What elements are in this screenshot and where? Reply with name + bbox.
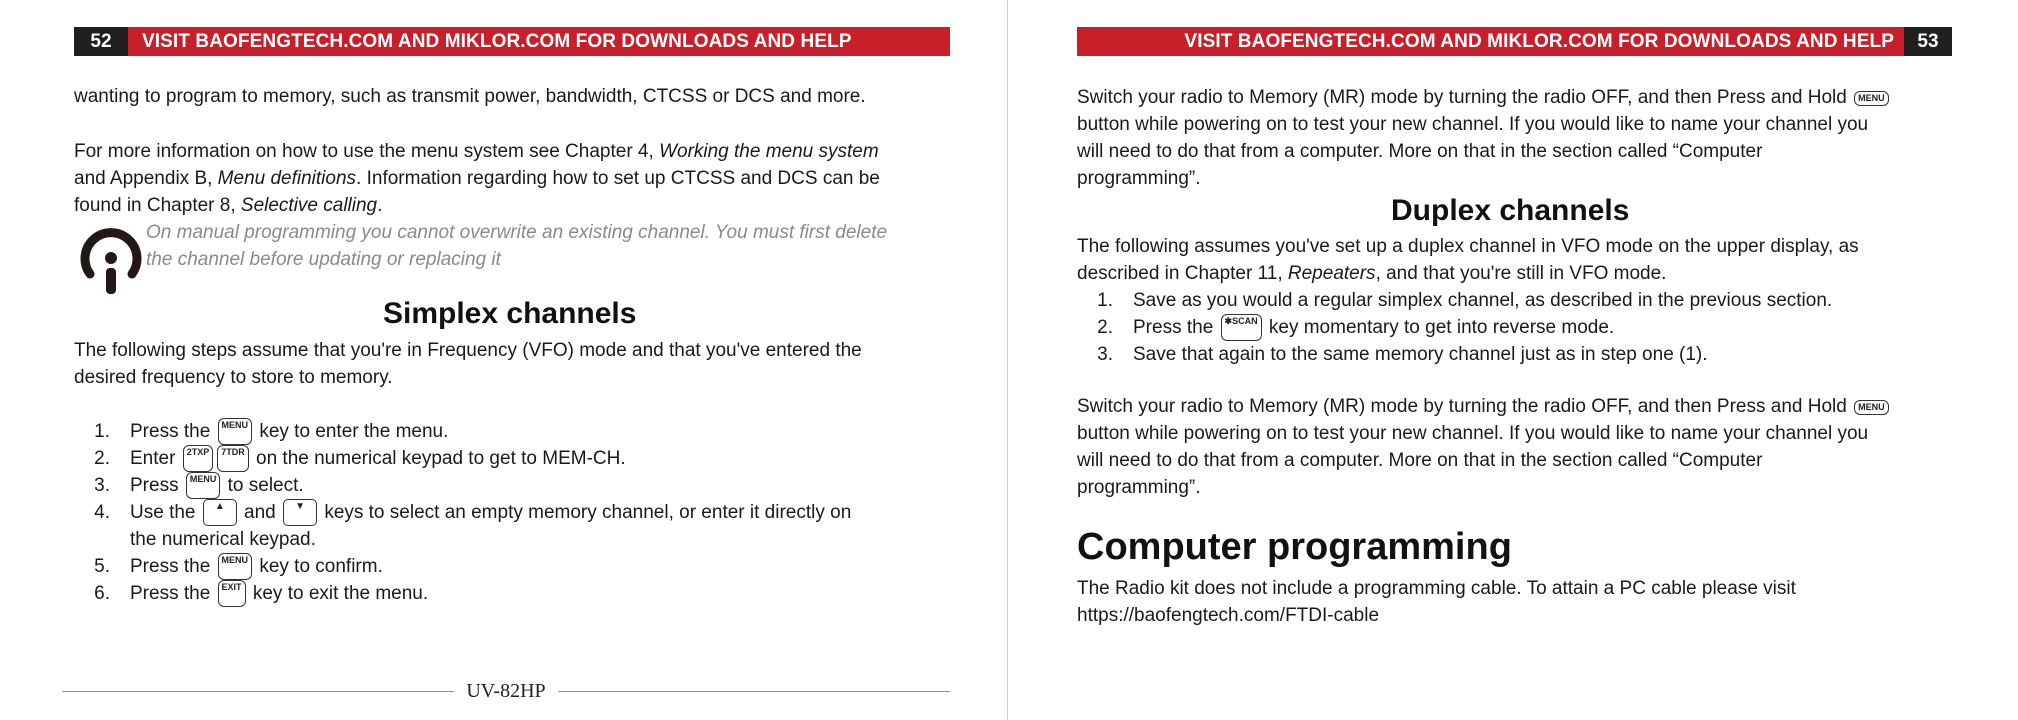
- list-item: 1. Save as you would a regular simplex channel, as described in the previous section.: [1097, 290, 1833, 311]
- section-title-simplex: Simplex channels: [383, 297, 637, 330]
- paragraph-text: For more information on how to use the menu system see Chapter 4, Working the menu system: [74, 141, 879, 162]
- note-text: the channel before updating or replacing it: [146, 249, 501, 270]
- note-text: On manual programming you cannot overwrite an existing channel. You must first delete: [146, 222, 888, 243]
- menu-key-icon: MENU: [1854, 400, 1889, 415]
- header-banner: VISIT BAOFENGTECH.COM AND MIKLOR.COM FOR DOWNLOADS AND HELP: [128, 27, 950, 56]
- simplex-steps-list: [74, 418, 851, 607]
- paragraph-text: button while powering on to test your new channel. If you would like to name your channel you: [1077, 423, 1869, 444]
- list-item: 1. Press the MENU key to enter the menu.: [74, 418, 851, 445]
- list-item: 3. Press MENU to select.: [74, 472, 851, 499]
- paragraph-text: Switch your radio to Memory (MR) mode by turning the radio OFF, and then Press and Hold MENU: [1077, 393, 1891, 420]
- list-item: 4. Use the ▲ and ▼ keys to select an empty memory channel, or enter it directly on: [74, 499, 851, 526]
- paragraph-text: will need to do that from a computer. More on that in the section called “Computer: [1077, 450, 1763, 471]
- list-item: 6. Press the EXIT key to exit the menu.: [74, 580, 851, 607]
- paragraph-text: Switch your radio to Memory (MR) mode by turning the radio OFF, and then Press and Hold MENU: [1077, 84, 1891, 111]
- menu-key-icon: MENU: [186, 472, 221, 499]
- list-item: 2. Press the ✱SCAN key momentary to get into reverse mode.: [1077, 314, 1832, 341]
- section-title-duplex: Duplex channels: [1391, 194, 1630, 227]
- list-item: 3. Save that again to the same memory channel just as in step one (1).: [1097, 344, 1708, 365]
- paragraph-text: will need to do that from a computer. More on that in the section called “Computer: [1077, 141, 1763, 162]
- paragraph-text: and Appendix B, Menu definitions. Information regarding how to set up CTCSS and DCS can be: [74, 168, 880, 189]
- section-title-computer-programming: Computer programming: [1077, 526, 1512, 568]
- scan-key-icon: ✱SCAN: [1221, 314, 1262, 341]
- list-item: 2. Enter 2TXP 7TDR on the numerical keypad to get to MEM-CH.: [74, 445, 851, 472]
- page-number: 53: [1904, 27, 1952, 56]
- paragraph-text: programming”.: [1077, 168, 1201, 189]
- list-item: 5. Press the MENU key to confirm.: [74, 553, 851, 580]
- paragraph-text: desired frequency to store to memory.: [74, 367, 393, 388]
- paragraph-text: wanting to program to memory, such as transmit power, bandwidth, CTCSS or DCS and more.: [74, 86, 866, 107]
- paragraph-text: described in Chapter 11, Repeaters, and that you're still in VFO mode.: [1077, 263, 1667, 284]
- down-arrow-key-icon: ▼: [283, 499, 317, 526]
- menu-key-icon: MENU: [218, 418, 253, 445]
- right-page: [1009, 0, 2018, 720]
- page-number: 52: [74, 27, 128, 56]
- up-arrow-key-icon: ▲: [203, 499, 237, 526]
- page-footer: [62, 680, 950, 702]
- left-page: [0, 0, 1008, 720]
- paragraph-text: The Radio kit does not include a programming cable. To attain a PC cable please visit: [1077, 578, 1796, 599]
- header-banner: VISIT BAOFENGTECH.COM AND MIKLOR.COM FOR DOWNLOADS AND HELP: [1077, 27, 1904, 56]
- paragraph-text: found in Chapter 8, Selective calling.: [74, 195, 383, 216]
- left-page-header: [74, 27, 950, 56]
- right-page-header: [1077, 27, 1952, 56]
- paragraph-text: button while powering on to test your new channel. If you would like to name your channel you: [1077, 114, 1869, 135]
- key-2-icon: 2TXP: [183, 445, 214, 472]
- exit-key-icon: EXIT: [218, 580, 246, 607]
- info-icon: [76, 228, 146, 298]
- menu-key-icon: MENU: [1854, 91, 1889, 106]
- menu-key-icon: MENU: [218, 553, 253, 580]
- footer-rule: [62, 691, 454, 692]
- footer-rule: [558, 691, 950, 692]
- key-7-icon: 7TDR: [217, 445, 249, 472]
- paragraph-text: The following assumes you've set up a duplex channel in VFO mode on the upper display, as: [1077, 236, 1859, 257]
- paragraph-text: programming”.: [1077, 477, 1201, 498]
- footer-model: UV-82HP: [466, 679, 546, 702]
- cable-link[interactable]: https://baofengtech.com/FTDI-cable: [1077, 605, 1380, 626]
- paragraph-text: The following steps assume that you're in Frequency (VFO) mode and that you've entered the: [74, 340, 862, 361]
- list-item: the numerical keypad.: [130, 529, 316, 550]
- duplex-steps-list: [1077, 287, 1832, 368]
